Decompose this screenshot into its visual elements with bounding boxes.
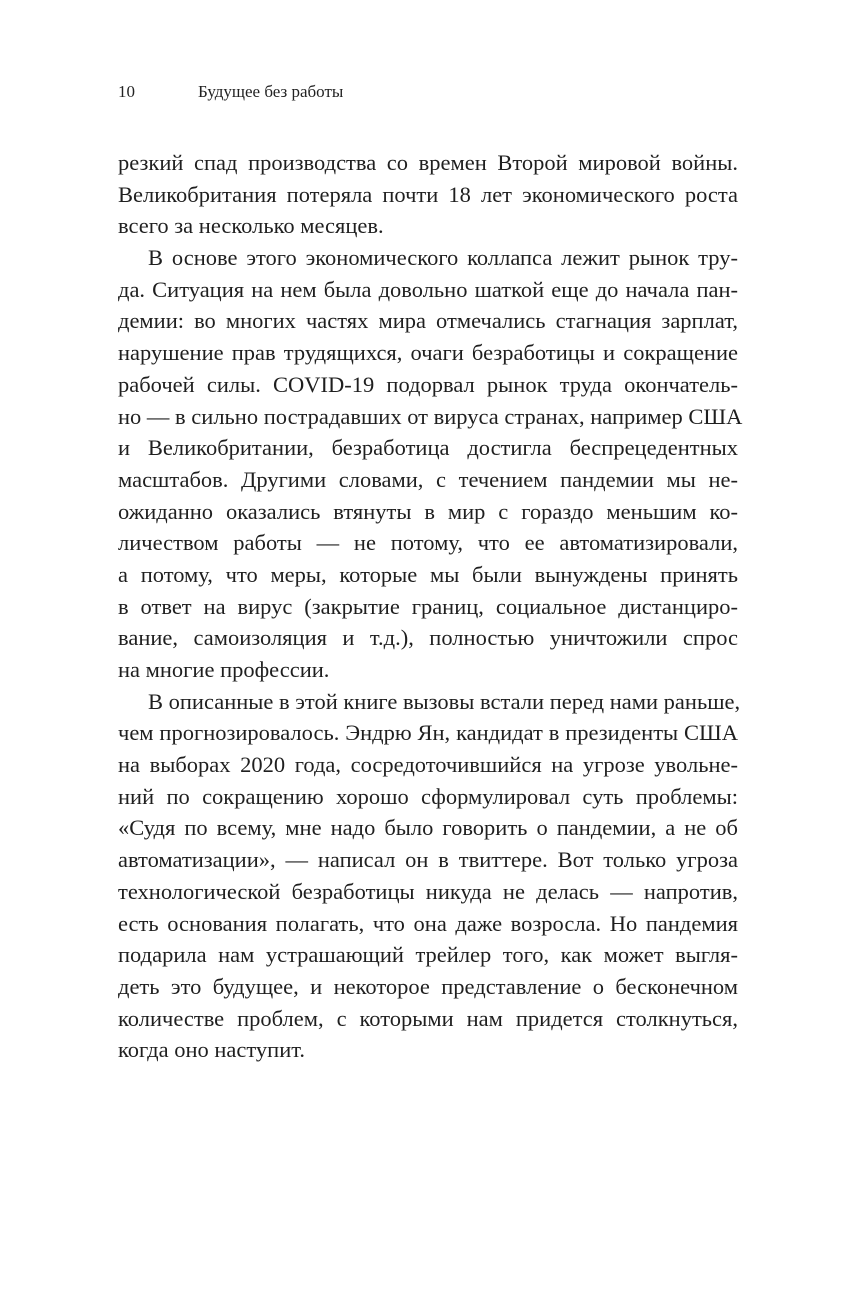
text-line: личеством работы — не потому, что ее автоматизировали, <box>118 530 738 556</box>
text-line: рабочей силы. COVID-19 подорвал рынок труда окончатель- <box>118 371 738 397</box>
text-line: есть основания полагать, что она даже возросла. Но пандемия <box>118 910 738 936</box>
text-line: количестве проблем, с которыми нам придется столкнуться, <box>118 1005 738 1031</box>
text-line: всего за несколько месяцев. <box>118 213 384 239</box>
text-line: нарушение прав трудящихся, очаги безработицы и сокращение <box>118 340 738 366</box>
text-line: деть это будущее, и некоторое представление о бесконечном <box>118 973 738 999</box>
text-line: масштабов. Другими словами, с течением пандемии мы не- <box>118 466 738 492</box>
running-head <box>118 80 738 104</box>
text-line: подарила нам устрашающий трейлер того, как может выгля- <box>118 942 738 968</box>
text-line: вание, самоизоляция и т.д.), полностью уничтожили спрос <box>118 625 738 651</box>
text-line: но — в сильно пострадавших от вируса странах, например США <box>118 403 743 429</box>
page-number: 10 <box>118 82 135 101</box>
text-line: В описанные в этой книге вызовы встали перед нами раньше, <box>148 688 741 714</box>
text-line: В основе этого экономического коллапса лежит рынок тру- <box>148 245 738 271</box>
text-line: резкий спад производства со времен Второй мировой войны. <box>118 150 738 175</box>
text-line: да. Ситуация на нем была довольно шаткой еще до начала пан- <box>118 276 738 302</box>
body-text <box>118 147 743 1066</box>
text-line: а потому, что меры, которые мы были вынуждены принять <box>118 561 738 587</box>
text-line: когда оно наступит. <box>118 1037 306 1063</box>
text-line: на многие профессии. <box>118 657 330 682</box>
text-line: демии: во многих частях мира отмечались стагнация зарплат, <box>118 308 738 334</box>
text-line: ожиданно оказались втянуты в мир с гораздо меньшим ко- <box>118 498 738 524</box>
text-line: и Великобритании, безработица достигла беспрецедентных <box>118 435 738 461</box>
paragraph-2 <box>118 242 743 686</box>
text-line: ний по сокращению хорошо сформулировал суть проблемы: <box>118 783 738 809</box>
paragraph-1 <box>118 147 738 242</box>
text-line: Великобритания потеряла почти 18 лет экономического роста <box>118 181 738 207</box>
text-line: «Судя по всему, мне надо было говорить о пандемии, а не об <box>118 815 738 841</box>
text-line: технологической безработицы никуда не делась — напротив, <box>118 878 738 904</box>
paragraph-3 <box>118 686 741 1066</box>
text-line: в ответ на вирус (закрытие границ, социальное дистанциро- <box>118 593 738 619</box>
text-line: на выборах 2020 года, сосредоточившийся на угрозе увольне- <box>118 752 738 778</box>
running-title: Будущее без работы <box>198 82 344 101</box>
text-line: автоматизации», — написал он в твиттере. Вот только угроза <box>118 847 738 873</box>
text-line: чем прогнозировалось. Эндрю Ян, кандидат в президенты США <box>118 720 738 746</box>
